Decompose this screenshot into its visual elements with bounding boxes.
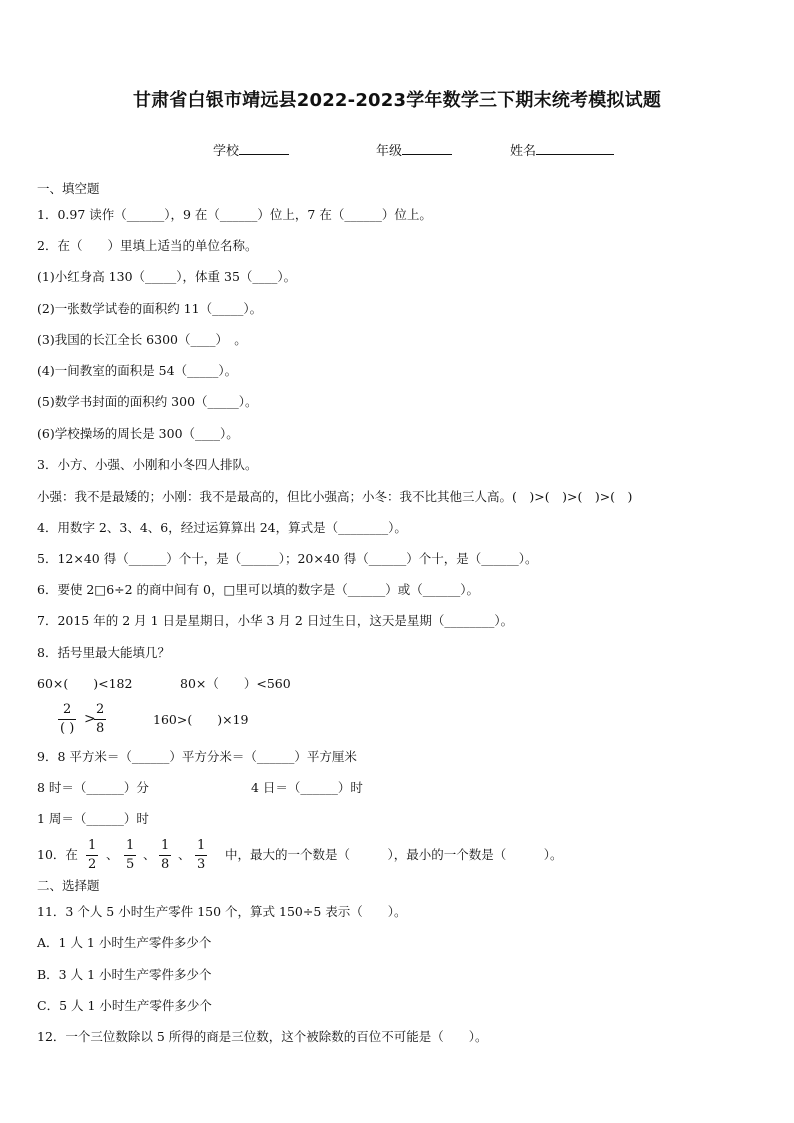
question-9-item-b: 4 日＝（______）时: [251, 780, 363, 795]
question-10-fraction-4: [195, 838, 207, 873]
question-11-option-a[interactable]: A．1 人 1 小时生产零件多少个: [37, 935, 212, 950]
question-8-item-c: 160>( )×19: [153, 712, 249, 727]
question-10-fraction-3: [159, 838, 171, 873]
question-8-item-a: 60×( )<182: [37, 676, 133, 691]
question-11: 11．3 个人 5 小时生产零件 150 个，算式 150÷5 表示（ ）。: [37, 904, 407, 919]
question-8-fraction-right: [94, 702, 106, 737]
question-3: 3．小方、小强、小刚和小冬四人排队。: [37, 457, 258, 472]
question-5: 5．12×40 得（______）个十，是（______）；20×40 得（______）个十，是（______）。: [37, 551, 538, 566]
question-8-item-b: 80×（ ）<560: [180, 676, 291, 691]
fraction-numerator: 2: [63, 702, 72, 717]
question-2-item-2: (2)一张数学试卷的面积约 11（_____）。: [37, 301, 263, 316]
question-2: 2．在（ ）里填上适当的单位名称。: [37, 238, 258, 253]
name-field[interactable]: [510, 140, 614, 159]
student-info-row: [0, 140, 794, 160]
fraction-numerator: 1: [161, 838, 170, 853]
question-2-item-3: (3)我国的长江全长 6300（____） 。: [37, 332, 247, 347]
separator: 、: [178, 847, 191, 862]
fraction-numerator: 1: [88, 838, 97, 853]
question-9: 9．8 平方米＝（______）平方分米＝（______）平方厘米: [37, 749, 357, 764]
question-12: 12．一个三位数除以 5 所得的商是三位数，这个被除数的百位不可能是（ ）。: [37, 1029, 488, 1044]
fraction-bar: [58, 719, 76, 720]
question-11-option-b[interactable]: B．3 人 1 小时生产零件多少个: [37, 967, 212, 982]
school-field[interactable]: [213, 140, 289, 159]
question-1: 1．0.97 读作（______），9 在（______）位上，7 在（______）位上。: [37, 207, 432, 222]
question-9-item-a: 8 时＝（______）分: [37, 780, 149, 795]
question-9-item-c: 1 周＝（______）时: [37, 811, 149, 826]
question-3-detail: 小强：我不是最矮的；小刚：我不是最高的，但比小强高；小冬：我不比其他三人高。( )>( )>( )>( ): [37, 489, 633, 504]
separator: 、: [106, 847, 119, 862]
question-10-fraction-2: [124, 838, 136, 873]
fraction-denominator: 5: [126, 857, 135, 872]
name-label: 姓名: [510, 144, 537, 159]
fraction-denominator: ( ): [60, 721, 75, 736]
fraction-bar: [195, 855, 207, 856]
question-11-option-c[interactable]: C．5 人 1 小时生产零件多少个: [37, 998, 212, 1013]
question-10-prefix: 10．在: [37, 847, 78, 862]
question-2-item-5: (5)数学书封面的面积约 300（_____）。: [37, 394, 258, 409]
question-8-fraction-left: [58, 702, 76, 737]
question-10-suffix: 中，最大的一个数是（ ），最小的一个数是（ ）。: [225, 847, 563, 862]
question-8: 8．括号里最大能填几？: [37, 645, 170, 660]
separator: 、: [143, 847, 156, 862]
page-title: 甘肃省白银市靖远县2022-2023学年数学三下期末统考模拟试题: [132, 90, 662, 111]
question-4: 4．用数字 2、3、4、6，经过运算算出 24，算式是（________）。: [37, 520, 407, 535]
section-fill-blank: 一、填空题: [37, 181, 100, 196]
fraction-denominator: 8: [96, 721, 105, 736]
school-blank[interactable]: [239, 141, 289, 155]
question-10-fraction-1: [86, 838, 98, 873]
fraction-numerator: 1: [197, 838, 206, 853]
school-label: 学校: [213, 144, 240, 159]
question-6: 6．要使 2□6÷2 的商中间有 0，□里可以填的数字是（______）或（______）。: [37, 582, 480, 597]
fraction-denominator: 8: [161, 857, 170, 872]
fraction-numerator: 1: [126, 838, 135, 853]
fraction-numerator: 2: [96, 702, 105, 717]
section-multiple-choice: 二、选择题: [37, 878, 100, 893]
fraction-bar: [86, 855, 98, 856]
grade-label: 年级: [376, 144, 403, 159]
fraction-denominator: 3: [197, 857, 206, 872]
question-7: 7．2015 年的 2 月 1 日是星期日，小华 3 月 2 日过生日，这天是星期（________）。: [37, 613, 514, 628]
question-2-item-4: (4)一间教室的面积是 54（_____）。: [37, 363, 238, 378]
grade-field[interactable]: [376, 140, 452, 159]
fraction-bar: [159, 855, 171, 856]
question-2-item-6: (6)学校操场的周长是 300（____）。: [37, 426, 239, 441]
grade-blank[interactable]: [402, 141, 452, 155]
greater-than-sign: >: [84, 711, 96, 727]
question-2-item-1: (1)小红身高 130（_____），体重 35（____）。: [37, 269, 297, 284]
fraction-bar: [124, 855, 136, 856]
fraction-bar: [94, 719, 106, 720]
fraction-denominator: 2: [88, 857, 97, 872]
name-blank[interactable]: [536, 141, 614, 155]
